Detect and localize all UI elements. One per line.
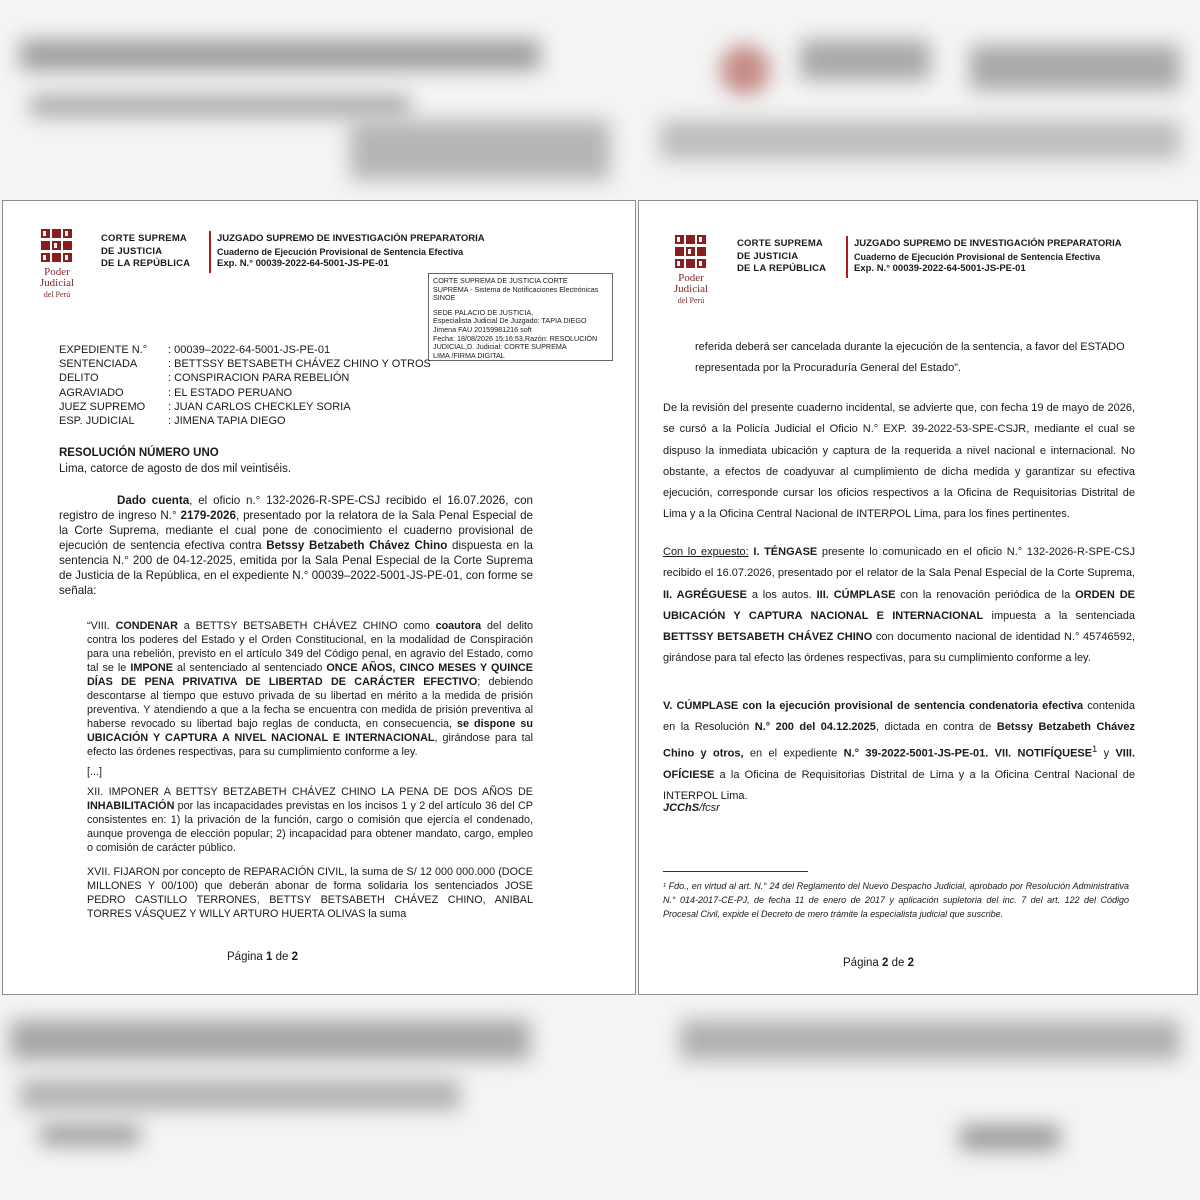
logo-subtext: del Perú xyxy=(43,290,71,299)
blurred-backdrop xyxy=(20,40,540,70)
blurred-backdrop xyxy=(960,1125,1060,1150)
court-heading: JUZGADO SUPREMO DE INVESTIGACIÓN PREPARATORIA Cuaderno de Ejecución Provisional de Sentencia Efectiva Exp. N.° 00039-2022-64-5001-JS-PE-01 xyxy=(217,233,485,269)
review-paragraph: De la revisión del presente cuaderno incidental, se advierte que, con fecha 19 de mayo de 2026, se cursó a la Policía Judicial el Oficio N.° EXP. 39-2022-53-SPE-CSJR, mediante el cual se dispuso la inmediata ubicación y captura de la requerida a nivel nacional e internacional. No obstante, a efectos de coadyuvar al cumplimiento de dicha medida y garantizar su efectiva ejecución, corresponde cursar los oficios respectivos a la Oficina de Requisitorias Distrital de Lima y a la Oficina Central Nacional de INTERPOL Lima, para los fines pertinentes. xyxy=(663,402,1135,521)
case-metadata xyxy=(59,343,431,428)
blurred-backdrop xyxy=(350,120,610,180)
quote-ellipsis: [...] xyxy=(87,766,102,778)
page-number: Página 2 de 2 xyxy=(843,957,915,969)
blurred-backdrop xyxy=(800,40,930,80)
court-heading: JUZGADO SUPREMO DE INVESTIGACIÓN PREPARATORIA Cuaderno de Ejecución Provisional de Sentencia Efectiva Exp. N.° 00039-2022-64-5001-JS-PE-01 xyxy=(854,238,1122,274)
intro-paragraph: Dado cuenta, el oficio n.° 132-2026-R-SPE-CSJ recibido el 16.07.2026, con registro de ingreso N.° 2179-2026, presentado por la relatora de la Sala Penal Especial de la Corte Suprema, mediante el cual pone de conocimiento el cuaderno provisional de ejecución de sentencia efectiva contra Betssy Betzabeth Chávez Chino dispuesta en la sentencia N.° 200 de 04-12-2025, emitida por la Sala Penal Especial de la Corte Suprema de Justicia de la República, en el expediente N.° 00039–2022-5001-JS-PE-01, con forme se señala: xyxy=(59,494,533,597)
execution-paragraph: V. CÚMPLASE con la ejecución provisional de sentencia condenatoria efectiva contenida en la Resolución N.° 200 del 04.12.2025, dictada en contra de Betssy Betzabeth Chávez Chino y otros, en el expediente N.° 39-2022-5001-JS-PE-01. VII. NOTIFÍQUESE$^1$ y VIII. OFÍCIESE a la Oficina de Requisitorias Distrital de Lima y a la Oficina Central Nacional de INTERPOL Lima. xyxy=(663,700,1136,802)
judiciary-logo xyxy=(27,227,87,300)
blurred-backdrop xyxy=(970,45,1180,90)
quoted-sentence-xvii: XVII. FIJARON por concepto de REPARACIÓN CIVIL, la suma de S/ 12 000 000.000 (DOCE MILLONES Y 00/100) que deberán abonar de forma solidaria los sentenciados JOSE PEDRO CASTILLO TERRONES, BETTSY BETSABETH CHÁVEZ CHINO, ANIBAL TORRES VÁSQUEZ Y WILLY ARTURO HUERTA OLIVAS la suma xyxy=(87,866,533,920)
blurred-backdrop xyxy=(40,1125,140,1145)
metadata-row: AGRAVIADO : EL ESTADO PERUANO xyxy=(59,386,293,399)
orders-paragraph: Con lo expuesto: I. TÉNGASE presente lo comunicado en el oficio N.° 132-2026-R-SPE-CSJ recibido el 16.07.2026, presentado por el relator de la Sala Penal Especial de la Corte Suprema, II. AGRÉGUESE a los autos. III. CÚMPLASE con la renovación periódica de la ORDEN DE UBICACIÓN Y CAPTURA NACIONAL E INTERNACIONAL impuesta a la sentenciada BETTSSY BETSABETH CHÁVEZ CHINO con documento nacional de identidad N.° 45746592, girándose para tal efecto las órdenes respectivas, para su cumplimiento conforme a ley. xyxy=(663,546,1136,665)
footnote-separator xyxy=(663,871,808,872)
page-header xyxy=(639,201,1197,305)
metadata-row: SENTENCIADA : BETTSSY BETSABETH CHÁVEZ CHINO Y OTROS xyxy=(59,358,431,371)
judiciary-logo xyxy=(661,233,721,306)
institution-name: CORTE SUPREMA DE JUSTICIA DE LA REPÚBLICA xyxy=(101,233,191,269)
quoted-sentence-viii: “VIII. CONDENAR a BETTSY BETSABETH CHÁVEZ CHINO como coautora del delito contra los poderes del Estado y el Orden Constitucional, en la modalidad de Conspiración para una rebelión, previsto en el artículo 349 del Código penal, en agravio del Estado, como tal se le IMPONE al sentenciado al sentenciado ONCE AÑOS, CINCO MESES Y QUINCE DÍAS DE PENA PRIVATIVA DE LIBERTAD DE CARÁCTER EFECTIVO; debiendo descontarse al tiempo que estuvo privada de su libertad en mérito a la medida de prisión preventiva. Y atendiendo a que a la fecha se encuentra con medida de prisión preventiva al haberse revocado su libertad bajo reglas de conducta, en consecuencia, se dispone su UBICACIÓN Y CAPTURA A NIVEL NACIONAL E INTERNACIONAL, girándose para tal efecto las órdenes respectivas, para su cumplimiento conforme a ley. xyxy=(87,620,534,758)
header-divider xyxy=(209,231,211,273)
logo-text: Poder Judicial xyxy=(673,272,709,295)
header-divider xyxy=(846,236,848,278)
document-page-1 xyxy=(2,200,636,995)
quote-continuation: referida deberá ser cancelada durante la ejecución de la sentencia, a favor del ESTADO representada por la Procuraduría General del Estado”. xyxy=(695,341,1125,375)
metadata-row: ESP. JUDICIAL : JIMENA TAPIA DIEGO xyxy=(59,415,286,428)
footnote: ¹ Fdo., en virtud al art. N.° 24 del Reglamento del Nuevo Despacho Judicial, aprobado por Resolución Administrativa N.° 014-2017-CE-PJ, de fecha 11 de enero de 2017 y aplicación supletoria del inc. 7 del art. 122 del Código Procesal Civil, expide el Decreto de mero trámite la especialista judicial que suscribe. xyxy=(663,881,1129,919)
page-number: Página 1 de 2 xyxy=(227,951,299,963)
blurred-backdrop xyxy=(30,95,410,117)
metadata-row: EXPEDIENTE N.° : 00039–2022-64-5001-JS-PE-01 xyxy=(59,344,331,356)
quoted-sentence-xii: XII. IMPONER A BETTSY BETZABETH CHÁVEZ CHINO LA PENA DE DOS AÑOS DE INHABILITACIÓN por las incapacidades previstas en los incisos 1 y 2 del artículo 36 del CP consistentes en: 1) la privación de la función, cargo o comisión que ejercía el condenado, aunque provenga de elección popular; 2) incapacidad para obtener mandato, cargo, empleo o comisión de carácter público. xyxy=(87,786,533,854)
pj-emblem-icon xyxy=(661,233,721,273)
logo-subtext: del Perú xyxy=(677,296,705,305)
metadata-row: JUEZ SUPREMO : JUAN CARLOS CHECKLEY SORIA xyxy=(59,400,351,413)
blurred-backdrop xyxy=(680,1020,1180,1060)
pj-emblem-icon xyxy=(27,227,87,267)
logo-text: Poder Judicial xyxy=(39,266,75,289)
resolution-title: RESOLUCIÓN NÚMERO UNO xyxy=(59,447,219,459)
metadata-row: DELITO : CONSPIRACION PARA REBELIÓN xyxy=(59,372,350,385)
blurred-backdrop xyxy=(10,1020,530,1060)
blurred-backdrop xyxy=(660,120,1180,160)
institution-name: CORTE SUPREMA DE JUSTICIA DE LA REPÚBLICA xyxy=(737,238,827,274)
document-page-2 xyxy=(638,200,1198,995)
resolution-date: Lima, catorce de agosto de dos mil veintiséis. xyxy=(59,463,292,475)
blurred-backdrop xyxy=(720,45,770,95)
signature-initials: JCChS/fcsr xyxy=(663,802,720,814)
blurred-backdrop xyxy=(20,1080,460,1110)
digital-signature-stamp: CORTE SUPREMA DE JUSTICIA CORTE SUPREMA - Sistema de Notificaciones Electrónicas SINOE SEDE PALACIO DE JUSTICIA, Especialista Judicial De Juzgado: TAPIA DIEGO Jimena FAU 20159981216 soft Fecha: 18/08/2026 15:16:53,Razón: RESOLUCIÓN JUDICIAL,D. Judicial: CORTE SUPREMA LIMA /FIRMA DIGITAL xyxy=(428,273,613,361)
